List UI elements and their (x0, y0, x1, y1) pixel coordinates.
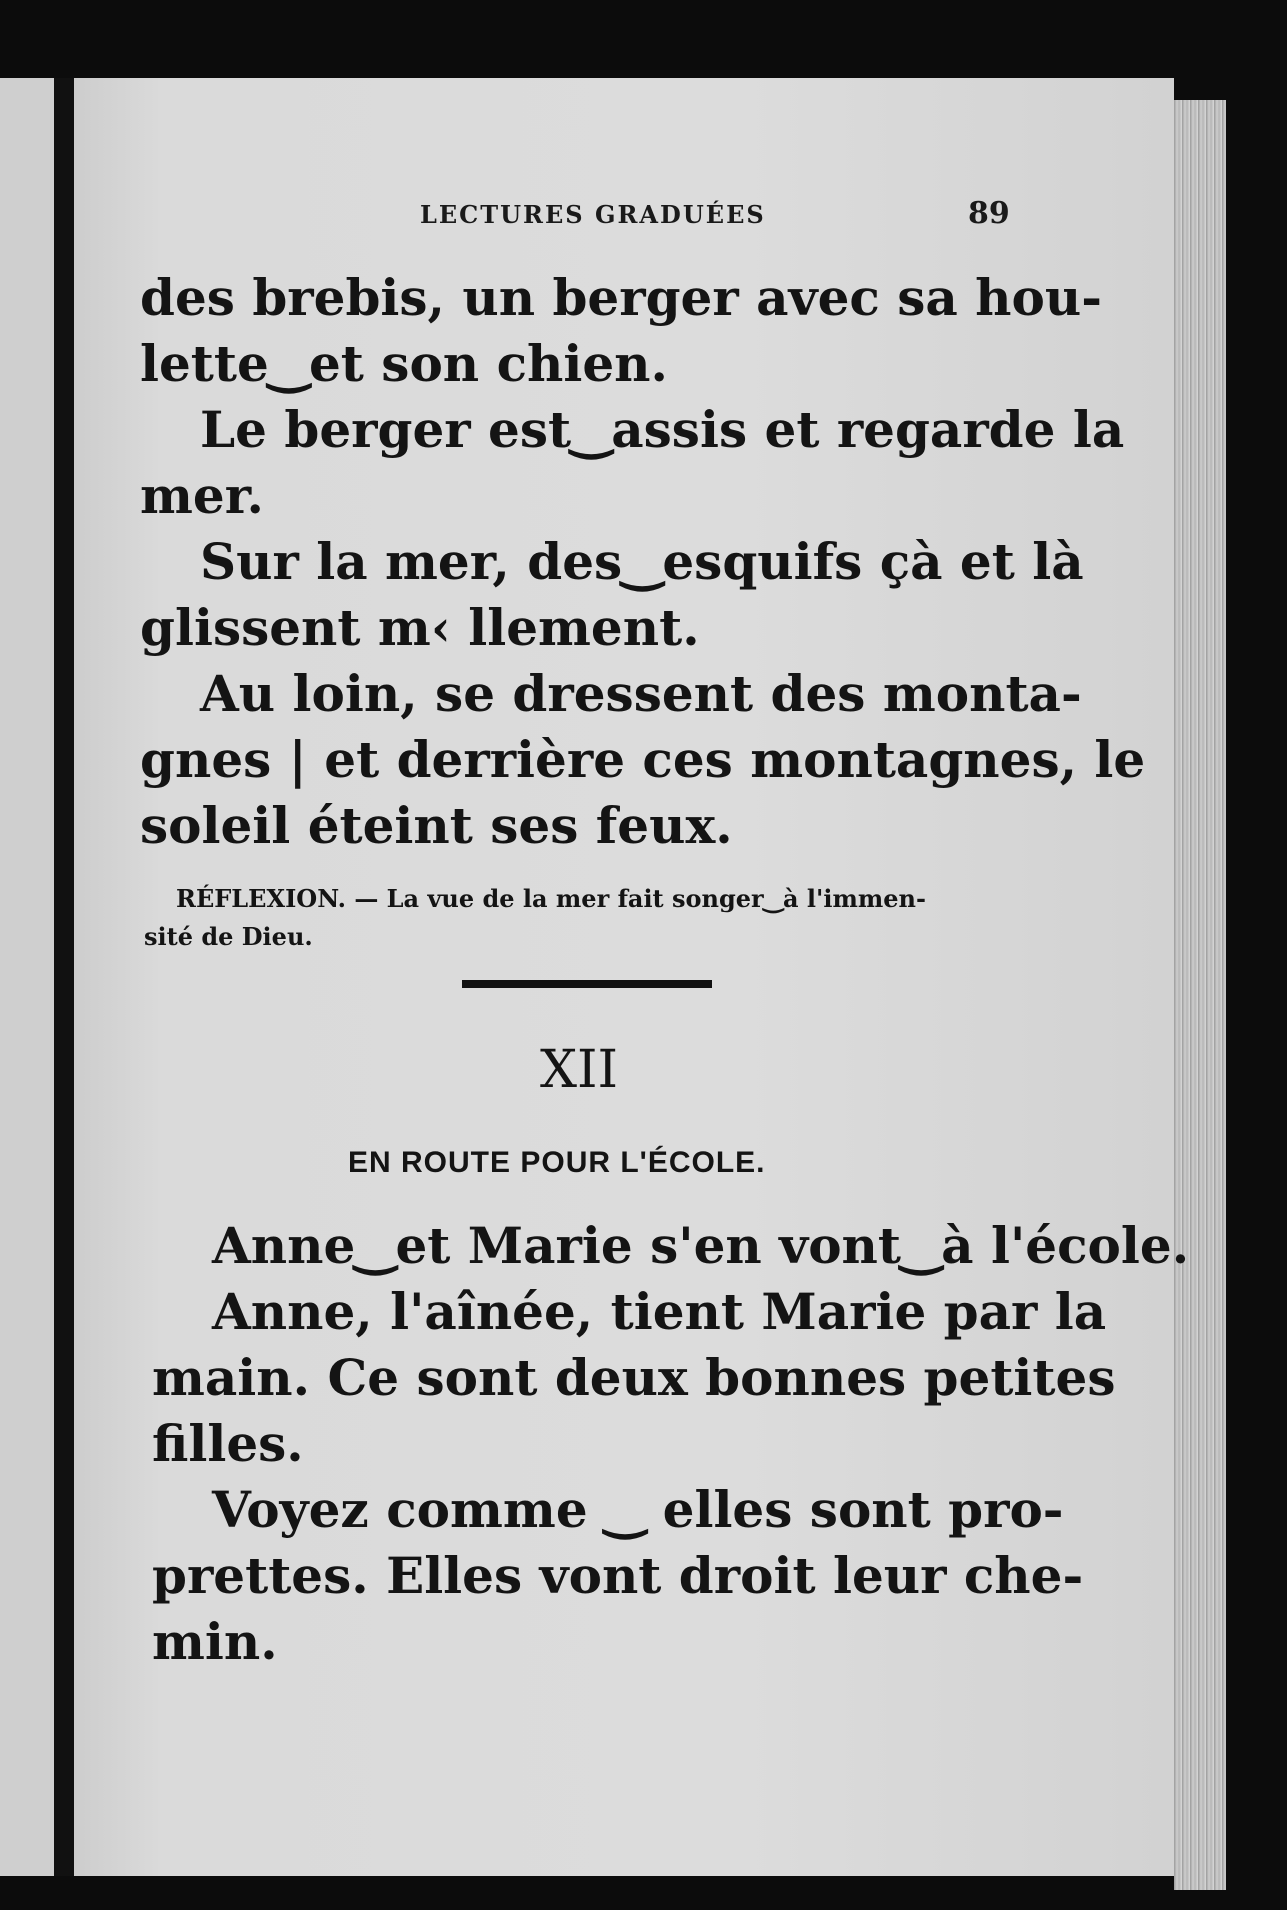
text-line: Au loin, se dressent des monta- (200, 664, 1082, 723)
text-line: glissent m‹ llement. (140, 598, 700, 657)
reflexion-line: RÉFLEXION. — La vue de la mer fait songer‿à l'immen- (176, 884, 926, 913)
text-line: Voyez comme ‿ elles sont pro- (212, 1480, 1064, 1539)
section-divider-rule (462, 980, 712, 988)
text-line: filles. (152, 1414, 304, 1473)
text-line: prettes. Elles vont droit leur che- (152, 1546, 1084, 1605)
text-line: Sur la mer, des‿esquifs çà et là (200, 532, 1084, 591)
facing-page-edge (0, 78, 54, 1876)
text-line: soleil éteint ses feux. (140, 796, 733, 855)
book-spine (54, 78, 74, 1876)
text-line: Le berger est‿assis et regarde la (200, 400, 1125, 459)
chapter-number: XII (540, 1040, 619, 1100)
page-stack-edge (1174, 100, 1226, 1890)
text-line: mer. (140, 466, 264, 525)
chapter-title: EN ROUTE POUR L'ÉCOLE. (348, 1146, 766, 1179)
reflexion-line: sité de Dieu. (144, 922, 313, 951)
text-line: Anne‿et Marie s'en vont‿à l'école. (212, 1216, 1190, 1275)
text-line: min. (152, 1612, 278, 1671)
text-line: des brebis, un berger avec sa hou- (140, 268, 1102, 327)
text-line: lette‿et son chien. (140, 334, 668, 393)
text-line: gnes | et derrière ces montagnes, le (140, 730, 1146, 789)
running-head: LECTURES GRADUÉES (420, 200, 766, 229)
page-number: 89 (968, 196, 1010, 231)
text-line: main. Ce sont deux bonnes petites (152, 1348, 1116, 1407)
text-line: Anne, l'aînée, tient Marie par la (212, 1282, 1107, 1341)
